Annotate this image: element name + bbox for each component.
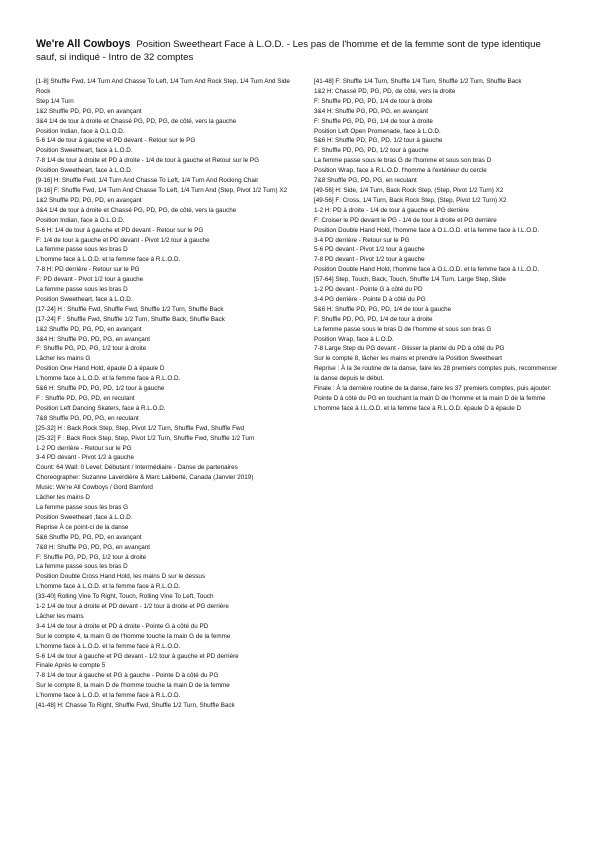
step-line: La femme passe sous le bras D de l'homme et sous son bras G: [314, 325, 492, 333]
step-line: 1-2 PD devant - Pointe G à côté du PD: [314, 286, 423, 294]
step-line: 7&8 Shuffle PG, PD, PG, en reculant: [36, 414, 139, 422]
step-line: [9-16] F: Shuffle Fwd, 1/4 Turn And Chasse To Left, 1/4 Turn And (Step, Pivot 1/2 Turn) X2: [36, 186, 288, 194]
step-line: 3&4 H: Shuffle PG, PD, PG, en avançant: [36, 335, 150, 343]
step-line: L'homme face à L.O.D. et la femme face à R.L.O.D.: [36, 692, 181, 700]
step-line: [9-16] H: Shuffle Fwd, 1/4 Turn And Chasse To Left, 1/4 Turn And Rocking Chair: [36, 177, 259, 185]
step-line: Finale Après le compte 5: [36, 662, 106, 670]
step-line: 7-8 1/4 de tour à droite et PD à droite - 1/4 de tour à gauche et Retour sur le PG: [36, 157, 259, 165]
step-line: F: PD devant - Pivot 1/2 tour à gauche: [36, 276, 144, 284]
step-line: Position Left Open Promenade, face à L.O.D.: [314, 127, 441, 135]
document-header: [36, 38, 560, 64]
step-line: Position One Hand Hold, épaule D à épaule D: [36, 365, 165, 373]
step-line: L'homme face à L.O.D. et la femme face à R.L.O.D.: [36, 375, 181, 383]
step-line: Position Double Hand Hold, l'homme face à O.L.O.D. et la femme face à I.L.O.D.: [314, 226, 540, 234]
step-line: Position Sweetheart, face à L.O.D.: [36, 147, 133, 155]
step-line: [25-32] H : Back Rock Step, Step, Pivot 1/2 Turn, Shuffle Fwd, Shuffle Fwd: [36, 424, 245, 432]
step-line: F : Shuffle PD, PG, PD, en reculant: [36, 395, 135, 402]
step-line: F: Croiser le PD devant le PG - 1/4 de tour à droite et PG derrière: [314, 216, 497, 224]
step-line: Choreographer: Suzanne Laverdière & Marc Laliberté, Canada (Janvier 2019): [36, 474, 254, 482]
step-line: F: Shuffle PG, PD, PG, 1/2 tour à droite: [36, 553, 147, 561]
step-line: Count: 64 Wall: 0 Level: Débutant / Intermédiaire - Danse de partenaires: [36, 464, 238, 472]
step-line: [1-8] Shuffle Fwd, 1/4 Turn And Chasse To Left, 1/4 Turn And Rock Step, 1/4 Turn And Side Rock: [36, 78, 290, 95]
step-line: 3&4 H: Shuffle PG, PD, PG, en avançant: [314, 107, 428, 115]
step-line: La femme passe sous les bras D: [36, 246, 128, 254]
step-line: 1-2 1/4 de tour à droite et PD devant - 1/2 tour à droite et PG derrière: [36, 603, 229, 611]
step-line: Finale : À la dernière routine de la danse, faire les 37 premiers comptes, puis ajouter:: [314, 385, 552, 393]
step-line: La femme passe sous les bras D: [36, 563, 128, 571]
step-line: 1-2 PD derrière - Retour sur le PG: [36, 444, 132, 452]
step-line: 5-6 1/4 de tour à gauche et PG devant - 1/2 tour à gauche et PD derrière: [36, 652, 239, 660]
step-line: [17-24] H : Shuffle Fwd, Shuffle Fwd, Shuffle 1/2 Turn, Shuffle Back: [36, 305, 224, 313]
step-line: Sur le compte 8, lâcher les mains et prendre la Position Sweetheart: [314, 355, 502, 363]
step-line: Position Indian, face à O.L.O.D.: [36, 216, 125, 224]
step-line: 3-4 PD derrière - Retour sur le PG: [314, 236, 410, 244]
step-line: L'homme face à L.O.D. et la femme face à R.L.O.D.: [36, 642, 181, 650]
step-line: Step 1/4 Turn: [36, 97, 74, 105]
step-line: Position Double Hand Hold, l'homme face à O.L.O.D. et la femme face à I.L.O.D.: [314, 266, 540, 274]
step-line: 5-6 H: 1/4 de tour à gauche et PD devant - Retour sur le PG: [36, 226, 204, 234]
step-line: 3-4 1/4 de tour à droite et PD à droite - Pointe G à côté du PD: [36, 622, 209, 630]
step-line: Pointe D à côté du PG en touchant la main D de l'homme et la main D de la femme: [314, 395, 546, 402]
step-line: Sur le compte 4, la main G de l'homme touche la main G de la femme: [36, 632, 231, 640]
step-line: [25-32] F : Back Rock Step, Step, Pivot 1/2 Turn, Shuffle Fwd, Shuffle 1/2 Turn: [36, 434, 255, 442]
step-line: [41-48] H: Chasse To Right, Shuffle Fwd, Shuffle 1/2 Turn, Shuffle Back: [36, 702, 235, 710]
step-line: 7&8 H: Shuffle PG, PD, PG, en avançant: [36, 543, 150, 551]
step-line: F: Shuffle PG, PD, PG, 1/4 de tour à droite: [314, 117, 433, 125]
step-line: Position Sweetheart, face à L.O.D.: [36, 167, 133, 175]
step-line: 5&6 Shuffle PD, PG, PD, en avançant: [36, 533, 142, 541]
left-column: [36, 77, 290, 711]
step-line: F: Shuffle PG, PD, PG, 1/2 tour à droite: [36, 345, 147, 353]
step-line: 5&6 H: Shuffle PD, PG, PD, 1/2 tour à gauche: [314, 137, 443, 145]
step-line: Reprise : À la 3e routine de la danse, faire les 28 premiers comptes puis, recommencer la danse depuis le début.: [314, 365, 558, 383]
step-line: Position Indian, face à O.L.O.D.: [36, 127, 125, 135]
step-line: 3-4 PD devant - Pivot 1/2 à gauche: [36, 454, 135, 462]
step-line: 1&2 Shuffle PD, PG, PD, en avançant: [36, 196, 142, 204]
step-line: [49-56] H: Side, 1/4 Turn, Back Rock Step, (Step, Pivot 1/2 Turn) X2: [314, 186, 504, 194]
step-line: Position Double Cross Hand Hold, les mains D sur le dessus: [36, 573, 206, 581]
step-line: 3&4 1/4 de tour à droite et Chassé PG, PD, PG, de côté, vers la gauche: [36, 117, 237, 125]
step-line: 7-8 Large Step du PG devant - Glisser la plante du PD à côté du PG: [314, 345, 505, 353]
step-line: [41-48] F: Shuffle 1/4 Turn, Shuffle 1/4 Turn, Shuffle 1/2 Turn, Shuffle Back: [314, 78, 522, 85]
step-line: 1&2 Shuffle PD, PG, PD, en avançant: [36, 325, 142, 333]
step-line: F: Shuffle PD, PG, PD, 1/2 tour à gauche: [314, 147, 429, 155]
step-line: [33-40] Rolling Vine To Right, Touch, Rolling Vine To Left, Touch: [36, 593, 214, 601]
step-line: 7-8 H: PD derrière - Retour sur le PG: [36, 266, 140, 274]
step-line: L'homme face à L.O.D. et la femme face à R.L.O.D.: [36, 583, 181, 591]
step-line: Position Left Dancing Skaters, face à R.L.O.D.: [36, 404, 166, 412]
step-line: L'homme face à I.L.O.D. et la femme face à R.L.O.D. épaule D à épaule D: [314, 404, 522, 412]
step-line: La femme passe sous le bras G de l'homme et sous son bras D: [314, 157, 492, 165]
step-line: 3-4 PG derrière - Pointe D à côté du PG: [314, 295, 426, 303]
step-line: 5&6 H: Shuffle PD, PG, PD, 1/4 de tour à gauche: [314, 305, 452, 313]
step-line: Lâcher les mains: [36, 612, 84, 620]
step-line: 7-8 1/4 de tour à gauche et PG à gauche - Pointe D à côté du PG: [36, 672, 219, 680]
step-line: [17-24] F : Shuffle Fwd, Shuffle 1/2 Turn, Shuffle Back, Shuffle Back: [36, 315, 225, 323]
step-line: Position Sweetheart, face à L.O.D.: [36, 295, 133, 303]
right-column: [314, 77, 560, 414]
step-line: Music: We're All Cowboys / Gord Bamford: [36, 484, 153, 492]
step-line: F: Shuffle PD, PG, PD, 1/4 de tour à droite: [314, 97, 433, 105]
step-line: 1-2 H: PD à droite - 1/4 de tour à gauche et PG derrière: [314, 206, 470, 214]
step-line: La femme passe sous les bras D: [36, 286, 128, 294]
step-line: [57-64] Step, Touch, Back, Touch, Shuffle 1/4 Turn, Large Step, Slide: [314, 276, 506, 284]
step-line: Lâcher les mains G: [36, 355, 91, 363]
step-line: 5&6 H: Shuffle PD, PG, PD, 1/2 tour à gauche: [36, 385, 165, 393]
step-line: Position Wrap, face à R.L.O.D. l'homme à l'extérieur du cercle: [314, 167, 487, 175]
step-line: Reprise À ce point-ci de la danse: [36, 523, 129, 531]
step-line: 1&2 Shuffle PD, PG, PD, en avançant: [36, 107, 142, 115]
dance-subtitle: Position Sweetheart Face à L.O.D. - Les pas de l'homme et de la femme sont de type identique sauf, si indiqué - Intro de 32 comptes: [36, 39, 541, 63]
dance-title: We're All Cowboys: [36, 38, 131, 50]
step-line: 5-6 PD devant - Pivot 1/2 tour à gauche: [314, 246, 425, 254]
step-line: F: Shuffle PD, PG, PD, 1/4 de tour à droite: [314, 315, 433, 323]
step-line: 3&4 1/4 de tour à droite et Chassé PG, PD, PG, de côté, vers la gauche: [36, 206, 237, 214]
step-line: Lâcher les mains D: [36, 494, 90, 502]
step-line: L'homme face à L.O.D. et la femme face à R.L.O.D.: [36, 256, 181, 264]
step-line: Position Wrap, face à L.O.D.: [314, 335, 394, 343]
step-line: La femme passe sous les bras G: [36, 503, 129, 511]
step-line: Position Sweetheart ,face à L.O.D.: [36, 513, 133, 521]
step-line: Sur le compte 8, la main D de l'homme touche la main D de la femme: [36, 682, 230, 690]
step-line: 7&8 Shuffle PG, PD, PG, en reculant: [314, 177, 417, 185]
step-line: 5-6 1/4 de tour à gauche et PD devant - Retour sur le PG: [36, 137, 196, 145]
step-line: 1&2 H: Chassé PD, PG, PD, de côté, vers la droite: [314, 87, 456, 95]
step-line: [49-56] F: Cross, 1/4 Turn, Back Rock Step, (Step, Pivot 1/2 Turn) X2: [314, 196, 507, 204]
step-line: 7-8 PD devant - Pivot 1/2 tour à gauche: [314, 256, 425, 264]
step-line: F: 1/4 de tour à gauche et PD devant - Pivot 1/2 tour à gauche: [36, 236, 210, 244]
